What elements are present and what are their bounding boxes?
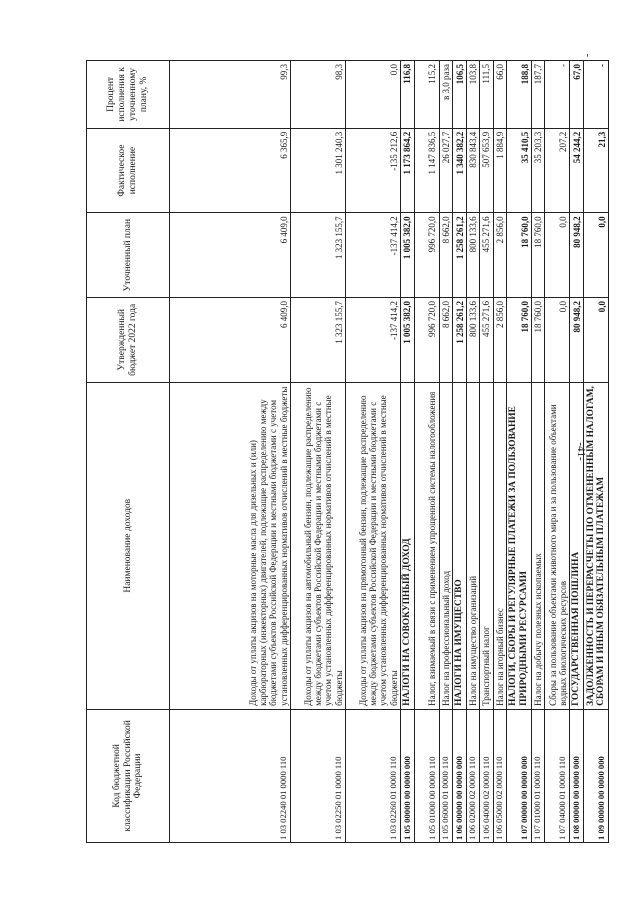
cell-plan: 18 760,0 — [507, 213, 532, 298]
header-approved: Утвержденный бюджет 2022 года — [87, 298, 170, 383]
table-row — [584, 61, 609, 843]
table-row — [439, 61, 452, 843]
cell-percent: 0,0 — [346, 61, 401, 129]
cell-actual: 207,2 — [545, 128, 570, 213]
cell-percent: 187,7 — [532, 61, 545, 129]
cell-approved: 996 720,0 — [414, 298, 439, 383]
cell-plan: 800 133,6 — [466, 213, 479, 298]
cell-approved: 0,0 — [584, 298, 609, 383]
cell-plan: 0,0 — [584, 213, 609, 298]
cell-code: 1 03 02260 01 0000 110 — [346, 709, 401, 842]
cell-actual: 1 173 864,2 — [401, 128, 415, 213]
cell-name: ГОСУДАРСТВЕННАЯ ПОШЛИНА — [570, 382, 584, 709]
cell-actual: 1 340 382,2 — [453, 128, 467, 213]
table-row — [453, 61, 467, 843]
cell-code: 1 06 00000 00 0000 000 — [453, 709, 467, 842]
cell-actual: 507 653,9 — [480, 128, 493, 213]
cell-percent: 98,3 — [291, 61, 346, 129]
cell-actual: 21,3 — [584, 128, 609, 213]
cell-name: Транспортный налог — [480, 382, 493, 709]
cell-approved: 6 409,0 — [170, 298, 291, 383]
table-row — [170, 61, 291, 843]
table-row — [466, 61, 479, 843]
table-header-row — [87, 61, 170, 843]
cell-code: 1 07 01000 01 0000 110 — [532, 709, 545, 842]
cell-code: 1 08 00000 00 0000 000 — [570, 709, 584, 842]
cell-name: Сборы за пользование объектами животного мира и за пользование объектами водных биологических ресурсов — [545, 382, 570, 709]
header-actual: Фактическое исполнение — [87, 128, 170, 213]
cell-plan: 455 271,6 — [480, 213, 493, 298]
cell-actual: 26 027,7 — [439, 128, 452, 213]
table-row — [346, 61, 401, 843]
table-row — [570, 61, 584, 843]
cell-actual: 6 365,9 — [170, 128, 291, 213]
cell-percent: 115,2 — [414, 61, 439, 129]
cell-name: Налог на имущество организаций — [466, 382, 479, 709]
cell-approved: 18 760,0 — [507, 298, 532, 383]
cell-approved: 2 856,0 — [493, 298, 506, 383]
cell-approved: 800 133,6 — [466, 298, 479, 383]
cell-actual: 35 410,5 — [507, 128, 532, 213]
cell-plan: 8 662,0 — [439, 213, 452, 298]
cell-name: НАЛОГИ НА ИМУЩЕСТВО — [453, 382, 467, 709]
cell-code: 1 06 02000 02 0000 110 — [466, 709, 479, 842]
cell-actual: 1 147 836,5 — [414, 128, 439, 213]
cell-name: Налог на профессиональный доход — [439, 382, 452, 709]
header-code: Код бюджетной классификации Российской Федерации — [87, 709, 170, 842]
cell-plan: 1 005 382,0 — [401, 213, 415, 298]
cell-actual: -135 212,6 — [346, 128, 401, 213]
revenue-table — [86, 60, 609, 843]
cell-plan: -137 414,2 — [346, 213, 401, 298]
table-row — [493, 61, 506, 843]
cell-name: Налог на добычу полезных ископаемых — [532, 382, 545, 709]
cell-approved: 1 323 155,7 — [291, 298, 346, 383]
cell-approved: 18 760,0 — [532, 298, 545, 383]
table-row — [480, 61, 493, 843]
cell-plan: 18 760,0 — [532, 213, 545, 298]
cell-plan: 0,0 — [545, 213, 570, 298]
cell-approved: 455 271,6 — [480, 298, 493, 383]
cell-actual: 1 301 240,3 — [291, 128, 346, 213]
table-row — [401, 61, 415, 843]
cell-approved: 0,0 — [545, 298, 570, 383]
cell-code: 1 05 06000 01 0000 110 — [439, 709, 452, 842]
margin-mark: - — [582, 53, 593, 57]
cell-percent: 67,0 — [570, 61, 584, 129]
header-name: Наименование доходов — [87, 382, 170, 709]
cell-approved: 8 662,0 — [439, 298, 452, 383]
table-body — [170, 61, 609, 843]
cell-plan: 1 258 261,2 — [453, 213, 467, 298]
cell-percent: 103,8 — [466, 61, 479, 129]
cell-percent: 66,0 — [493, 61, 506, 129]
cell-code: 1 03 02240 01 0000 110 — [170, 709, 291, 842]
cell-name: ЗАДОЛЖЕННОСТЬ И ПЕРЕРАСЧЕТЫ ПО ОТМЕНЕННЫМ НАЛОГАМ, СБОРАМ И ИНЫМ ОБЯЗАТЕЛЬНЫМ ПЛАТЕЖАМ — [584, 382, 609, 709]
cell-plan: 1 323 155,7 — [291, 213, 346, 298]
header-plan: Уточненный план — [87, 213, 170, 298]
cell-percent: 106,5 — [453, 61, 467, 129]
header-percent: Процент исполнения к уточненному плану, % — [87, 61, 170, 129]
cell-name: Доходы от уплаты акцизов на моторные масла для дизельных и (или) карбюраторных (инжекторных) двигателей, подлежащие распределению между бюджетами субъектов Российской Федерации и местными бюджетами с учетом установленных дифференцированных нормативов отчислений в местные бюджеты — [170, 382, 291, 709]
cell-approved: -137 414,2 — [346, 298, 401, 383]
cell-plan: 80 948,2 — [570, 213, 584, 298]
cell-actual: 830 843,4 — [466, 128, 479, 213]
cell-code: 1 05 00000 00 0000 000 — [401, 709, 415, 842]
cell-actual: 54 244,2 — [570, 128, 584, 213]
table-row — [414, 61, 439, 843]
cell-plan: 996 720,0 — [414, 213, 439, 298]
cell-plan: 2 856,0 — [493, 213, 506, 298]
cell-approved: 1 258 261,2 — [453, 298, 467, 383]
table-row — [507, 61, 532, 843]
page-number: -41- — [575, 442, 587, 461]
cell-actual: 35 203,3 — [532, 128, 545, 213]
cell-percent: - — [584, 61, 609, 129]
cell-percent: 116,8 — [401, 61, 415, 129]
cell-percent: 188,8 — [507, 61, 532, 129]
cell-code: 1 09 00000 00 0000 000 — [584, 709, 609, 842]
cell-name: НАЛОГИ, СБОРЫ И РЕГУЛЯРНЫЕ ПЛАТЕЖИ ЗА ПОЛЬЗОВАНИЕ ПРИРОДНЫМИ РЕСУРСАМИ — [507, 382, 532, 709]
cell-code: 1 05 01000 00 0000 110 — [414, 709, 439, 842]
cell-code: 1 06 04000 02 0000 110 — [480, 709, 493, 842]
table-row — [291, 61, 346, 843]
table-row — [545, 61, 570, 843]
cell-actual: 1 884,9 — [493, 128, 506, 213]
cell-code: 1 07 04000 01 0000 110 — [545, 709, 570, 842]
cell-name: Доходы от уплаты акцизов на автомобильный бензин, подлежащие распределению между бюджетами субъектов Российской Федерации и местными бюджетами с учетом установленных дифференцированных нормативов отчислений в местные бюджеты — [291, 382, 346, 709]
cell-percent: 99,3 — [170, 61, 291, 129]
table-row — [532, 61, 545, 843]
cell-name: Налог на игорный бизнес — [493, 382, 506, 709]
cell-percent: - — [545, 61, 570, 129]
cell-plan: 6 409,0 — [170, 213, 291, 298]
cell-approved: 80 948,2 — [570, 298, 584, 383]
cell-percent: 111,5 — [480, 61, 493, 129]
cell-name: НАЛОГИ НА СОВОКУПНЫЙ ДОХОД — [401, 382, 415, 709]
cell-code: 1 07 00000 00 0000 000 — [507, 709, 532, 842]
cell-code: 1 06 05000 02 0000 110 — [493, 709, 506, 842]
cell-code: 1 03 02250 01 0000 110 — [291, 709, 346, 842]
cell-name: Налог, взимаемый в связи с применением упрощенной системы налогообложения — [414, 382, 439, 709]
cell-name: Доходы от уплаты акцизов на прямогонный бензин, подлежащие распределению между бюджетами субъектов Российской Федерации и местными бюджетами с учетом установленных дифференцированных нормативов отчислений в местные бюджеты — [346, 382, 401, 709]
cell-percent: в 3,0 раза — [439, 61, 452, 129]
cell-approved: 1 005 382,0 — [401, 298, 415, 383]
